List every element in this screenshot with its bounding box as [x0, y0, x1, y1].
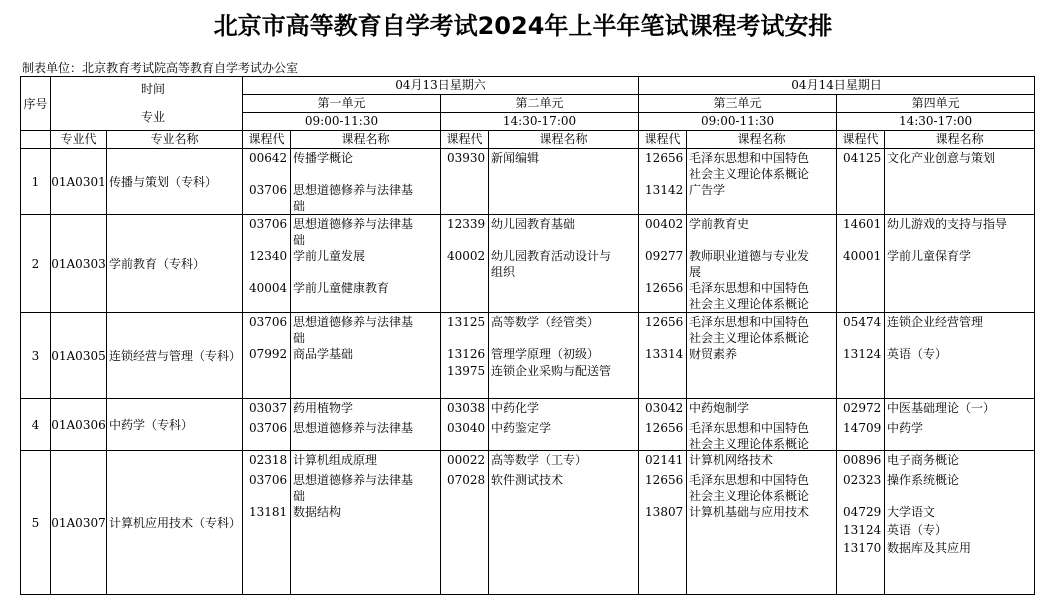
u2-course-names	[489, 215, 639, 313]
course-code: 02141	[645, 453, 684, 467]
day2-header: 04月14日星期日	[639, 77, 1035, 95]
course-code: 12656	[645, 421, 684, 435]
course-code: 13125	[447, 315, 486, 329]
major-header: 专业	[141, 110, 166, 124]
course-name: 毛泽东思想和中国特色	[689, 421, 810, 435]
course-name: 社会主义理论体系概论	[689, 437, 810, 451]
course-name-header: 课程名称	[687, 131, 837, 149]
table-row	[21, 215, 1035, 313]
table-row	[21, 149, 1035, 215]
page-title: 北京市高等教育自学考试2024年上半年笔试课程考试安排	[213, 12, 833, 40]
u3-course-names	[687, 215, 837, 313]
course-name: 学前教育史	[689, 217, 750, 231]
course-name: 财贸素养	[689, 347, 738, 361]
time-major-header	[51, 77, 243, 131]
course-code: 03042	[645, 401, 684, 415]
major-code: 01A0306	[51, 399, 107, 451]
course-name: 广告学	[689, 183, 726, 197]
course-name: 商品学基础	[293, 347, 354, 361]
course-name: 教师职业道德与专业发	[689, 249, 810, 263]
u4-course-names	[885, 313, 1035, 399]
course-name: 展	[689, 265, 702, 279]
unit1-time: 09:00-11:30	[243, 113, 441, 131]
u3-course-codes	[639, 149, 687, 215]
course-name: 毛泽东思想和中国特色	[689, 281, 810, 295]
time-header: 时间	[141, 82, 166, 96]
major-code: 01A0303	[51, 215, 107, 313]
unit4-name: 第四单元	[837, 95, 1035, 113]
course-name: 高等数学（经管类）	[491, 315, 600, 329]
course-name: 英语（专）	[887, 347, 948, 361]
u1-course-names	[291, 399, 441, 451]
course-name: 础	[293, 489, 306, 503]
day1-header: 04月13日星期六	[243, 77, 639, 95]
unit2-name: 第二单元	[441, 95, 639, 113]
u1-course-names	[291, 149, 441, 215]
u2-course-codes	[441, 399, 489, 451]
u2-course-names	[489, 451, 639, 595]
seq-header: 序号	[21, 77, 51, 131]
course-code: 13975	[447, 364, 486, 378]
major-code-header: 专业代	[51, 131, 107, 149]
course-code-header: 课程代	[441, 131, 489, 149]
u2-course-names	[489, 313, 639, 399]
course-code: 09277	[645, 249, 684, 263]
course-name: 础	[293, 331, 306, 345]
u3-course-codes	[639, 451, 687, 595]
course-code: 03706	[249, 421, 288, 435]
course-name: 中药鉴定学	[491, 421, 552, 435]
course-code: 03038	[447, 401, 486, 415]
course-code: 07992	[249, 347, 288, 361]
major-name-header: 专业名称	[107, 131, 243, 149]
course-code: 12339	[447, 217, 486, 231]
unit4-time: 14:30-17:00	[837, 113, 1035, 131]
row-seq: 4	[21, 399, 51, 451]
exam-schedule-table	[20, 76, 1035, 595]
course-code-header: 课程代	[639, 131, 687, 149]
course-code: 13124	[843, 523, 882, 537]
u4-course-codes	[837, 313, 885, 399]
u4-course-codes	[837, 399, 885, 451]
course-code: 00896	[843, 453, 882, 467]
course-name: 操作系统概论	[887, 473, 960, 487]
course-name-header: 课程名称	[885, 131, 1035, 149]
course-name: 大学语文	[887, 505, 936, 519]
course-name: 管理学原理（初级）	[491, 347, 600, 361]
course-code: 13314	[645, 347, 684, 361]
u1-course-codes	[243, 399, 291, 451]
table-row	[21, 313, 1035, 399]
course-name: 中药学	[887, 421, 924, 435]
course-name: 计算机组成原理	[293, 453, 378, 467]
course-name: 思想道德修养与法律基	[293, 315, 414, 329]
course-name: 连锁企业经营管理	[887, 315, 984, 329]
course-code: 14601	[843, 217, 882, 231]
unit1-name: 第一单元	[243, 95, 441, 113]
u3-course-codes	[639, 399, 687, 451]
course-name: 社会主义理论体系概论	[689, 331, 810, 345]
course-name: 电子商务概论	[887, 453, 960, 467]
course-name: 中药炮制学	[689, 401, 750, 415]
u1-course-codes	[243, 451, 291, 595]
major-code: 01A0307	[51, 451, 107, 595]
u3-course-names	[687, 399, 837, 451]
course-name: 思想道德修养与法律基	[293, 421, 414, 435]
major-name-text: 中药学（专科）	[109, 417, 194, 432]
course-name: 数据结构	[293, 505, 342, 519]
course-name: 学前儿童保育学	[887, 249, 972, 263]
course-code: 13124	[843, 347, 882, 361]
major-name-text: 连锁经营与管理（专科）	[109, 348, 242, 363]
course-name: 高等数学（工专）	[491, 453, 588, 467]
u2-course-names	[489, 149, 639, 215]
course-code: 13142	[645, 183, 684, 197]
course-code: 12656	[645, 315, 684, 329]
course-name: 础	[293, 199, 306, 213]
course-name: 计算机基础与应用技术	[689, 505, 810, 519]
course-name: 连锁企业采购与配送管	[491, 364, 612, 378]
course-code: 13181	[249, 505, 288, 519]
course-name: 幼儿游戏的支持与指导	[887, 217, 1008, 231]
major-name	[107, 451, 243, 595]
course-name: 思想道德修养与法律基	[293, 473, 414, 487]
course-name: 英语（专）	[887, 523, 948, 537]
row-seq: 2	[21, 215, 51, 313]
course-code: 05474	[843, 315, 882, 329]
course-name: 计算机网络技术	[689, 453, 774, 467]
row-seq: 3	[21, 313, 51, 399]
u1-course-codes	[243, 215, 291, 313]
course-code: 13126	[447, 347, 486, 361]
course-name: 中医基础理论（一）	[887, 401, 996, 415]
course-code: 00022	[447, 453, 486, 467]
u4-course-codes	[837, 215, 885, 313]
u3-course-codes	[639, 215, 687, 313]
course-code: 02323	[843, 473, 882, 487]
course-code: 40001	[843, 249, 882, 263]
course-code: 03706	[249, 217, 288, 231]
course-code: 03706	[249, 183, 288, 197]
course-code: 03706	[249, 315, 288, 329]
u4-course-codes	[837, 149, 885, 215]
course-name: 毛泽东思想和中国特色	[689, 151, 810, 165]
course-name: 础	[293, 233, 306, 247]
course-name: 毛泽东思想和中国特色	[689, 315, 810, 329]
major-name	[107, 313, 243, 399]
unit3-name: 第三单元	[639, 95, 837, 113]
course-name: 社会主义理论体系概论	[689, 167, 810, 181]
row-seq: 5	[21, 451, 51, 595]
u3-course-names	[687, 313, 837, 399]
major-code: 01A0301	[51, 149, 107, 215]
major-name	[107, 215, 243, 313]
course-name: 组织	[491, 265, 516, 279]
major-name-text: 计算机应用技术（专科）	[109, 515, 242, 530]
unit2-time: 14:30-17:00	[441, 113, 639, 131]
major-name-text: 学前教育（专科）	[109, 256, 206, 271]
u1-course-names	[291, 215, 441, 313]
course-code: 12656	[645, 473, 684, 487]
course-code: 02972	[843, 401, 882, 415]
table-row	[21, 451, 1035, 595]
course-code: 12340	[249, 249, 288, 263]
u2-course-codes	[441, 149, 489, 215]
course-name-header: 课程名称	[291, 131, 441, 149]
u4-course-codes	[837, 451, 885, 595]
course-name: 文化产业创意与策划	[887, 151, 996, 165]
u4-course-names	[885, 451, 1035, 595]
course-code: 12656	[645, 151, 684, 165]
u3-course-names	[687, 149, 837, 215]
course-name: 软件测试技术	[491, 473, 564, 487]
course-code: 14709	[843, 421, 882, 435]
course-code: 02318	[249, 453, 288, 467]
major-name	[107, 149, 243, 215]
unit3-time: 09:00-11:30	[639, 113, 837, 131]
u2-course-codes	[441, 215, 489, 313]
table-maker: 制表单位：北京教育考试院高等教育自学考试办公室	[22, 61, 299, 75]
course-name: 幼儿园教育基础	[491, 217, 576, 231]
course-code: 03040	[447, 421, 486, 435]
course-code: 03930	[447, 151, 486, 165]
u2-course-codes	[441, 313, 489, 399]
u1-course-codes	[243, 313, 291, 399]
course-code: 03706	[249, 473, 288, 487]
course-code: 13807	[645, 505, 684, 519]
course-name: 新闻编辑	[491, 151, 540, 165]
course-name: 学前儿童健康教育	[293, 281, 390, 295]
course-name: 数据库及其应用	[887, 541, 972, 555]
u4-course-names	[885, 215, 1035, 313]
major-name-text: 传播与策划（专科）	[109, 174, 218, 189]
u4-course-names	[885, 149, 1035, 215]
course-code: 40002	[447, 249, 486, 263]
course-name: 幼儿园教育活动设计与	[491, 249, 612, 263]
course-name: 社会主义理论体系概论	[689, 489, 810, 503]
course-code: 00642	[249, 151, 288, 165]
course-name: 毛泽东思想和中国特色	[689, 473, 810, 487]
course-code: 04125	[843, 151, 882, 165]
u4-course-names	[885, 399, 1035, 451]
course-name: 社会主义理论体系概论	[689, 297, 810, 311]
u1-course-names	[291, 313, 441, 399]
u3-course-codes	[639, 313, 687, 399]
u2-course-codes	[441, 451, 489, 595]
major-code: 01A0305	[51, 313, 107, 399]
u1-course-names	[291, 451, 441, 595]
course-code-header: 课程代	[243, 131, 291, 149]
course-name: 传播学概论	[293, 151, 354, 165]
course-name: 思想道德修养与法律基	[293, 183, 414, 197]
course-code: 13170	[843, 541, 882, 555]
course-name-header: 课程名称	[489, 131, 639, 149]
seq-subheader	[21, 131, 51, 149]
course-name: 中药化学	[491, 401, 540, 415]
table-row	[21, 399, 1035, 451]
course-name: 学前儿童发展	[293, 249, 366, 263]
course-code-header: 课程代	[837, 131, 885, 149]
course-code: 40004	[249, 281, 288, 295]
course-code: 12656	[645, 281, 684, 295]
course-code: 07028	[447, 473, 486, 487]
major-name	[107, 399, 243, 451]
course-code: 00402	[645, 217, 684, 231]
course-name: 药用植物学	[293, 401, 354, 415]
course-name: 思想道德修养与法律基	[293, 217, 414, 231]
course-code: 03037	[249, 401, 288, 415]
row-seq: 1	[21, 149, 51, 215]
u1-course-codes	[243, 149, 291, 215]
u2-course-names	[489, 399, 639, 451]
course-code: 04729	[843, 505, 882, 519]
u3-course-names	[687, 451, 837, 595]
